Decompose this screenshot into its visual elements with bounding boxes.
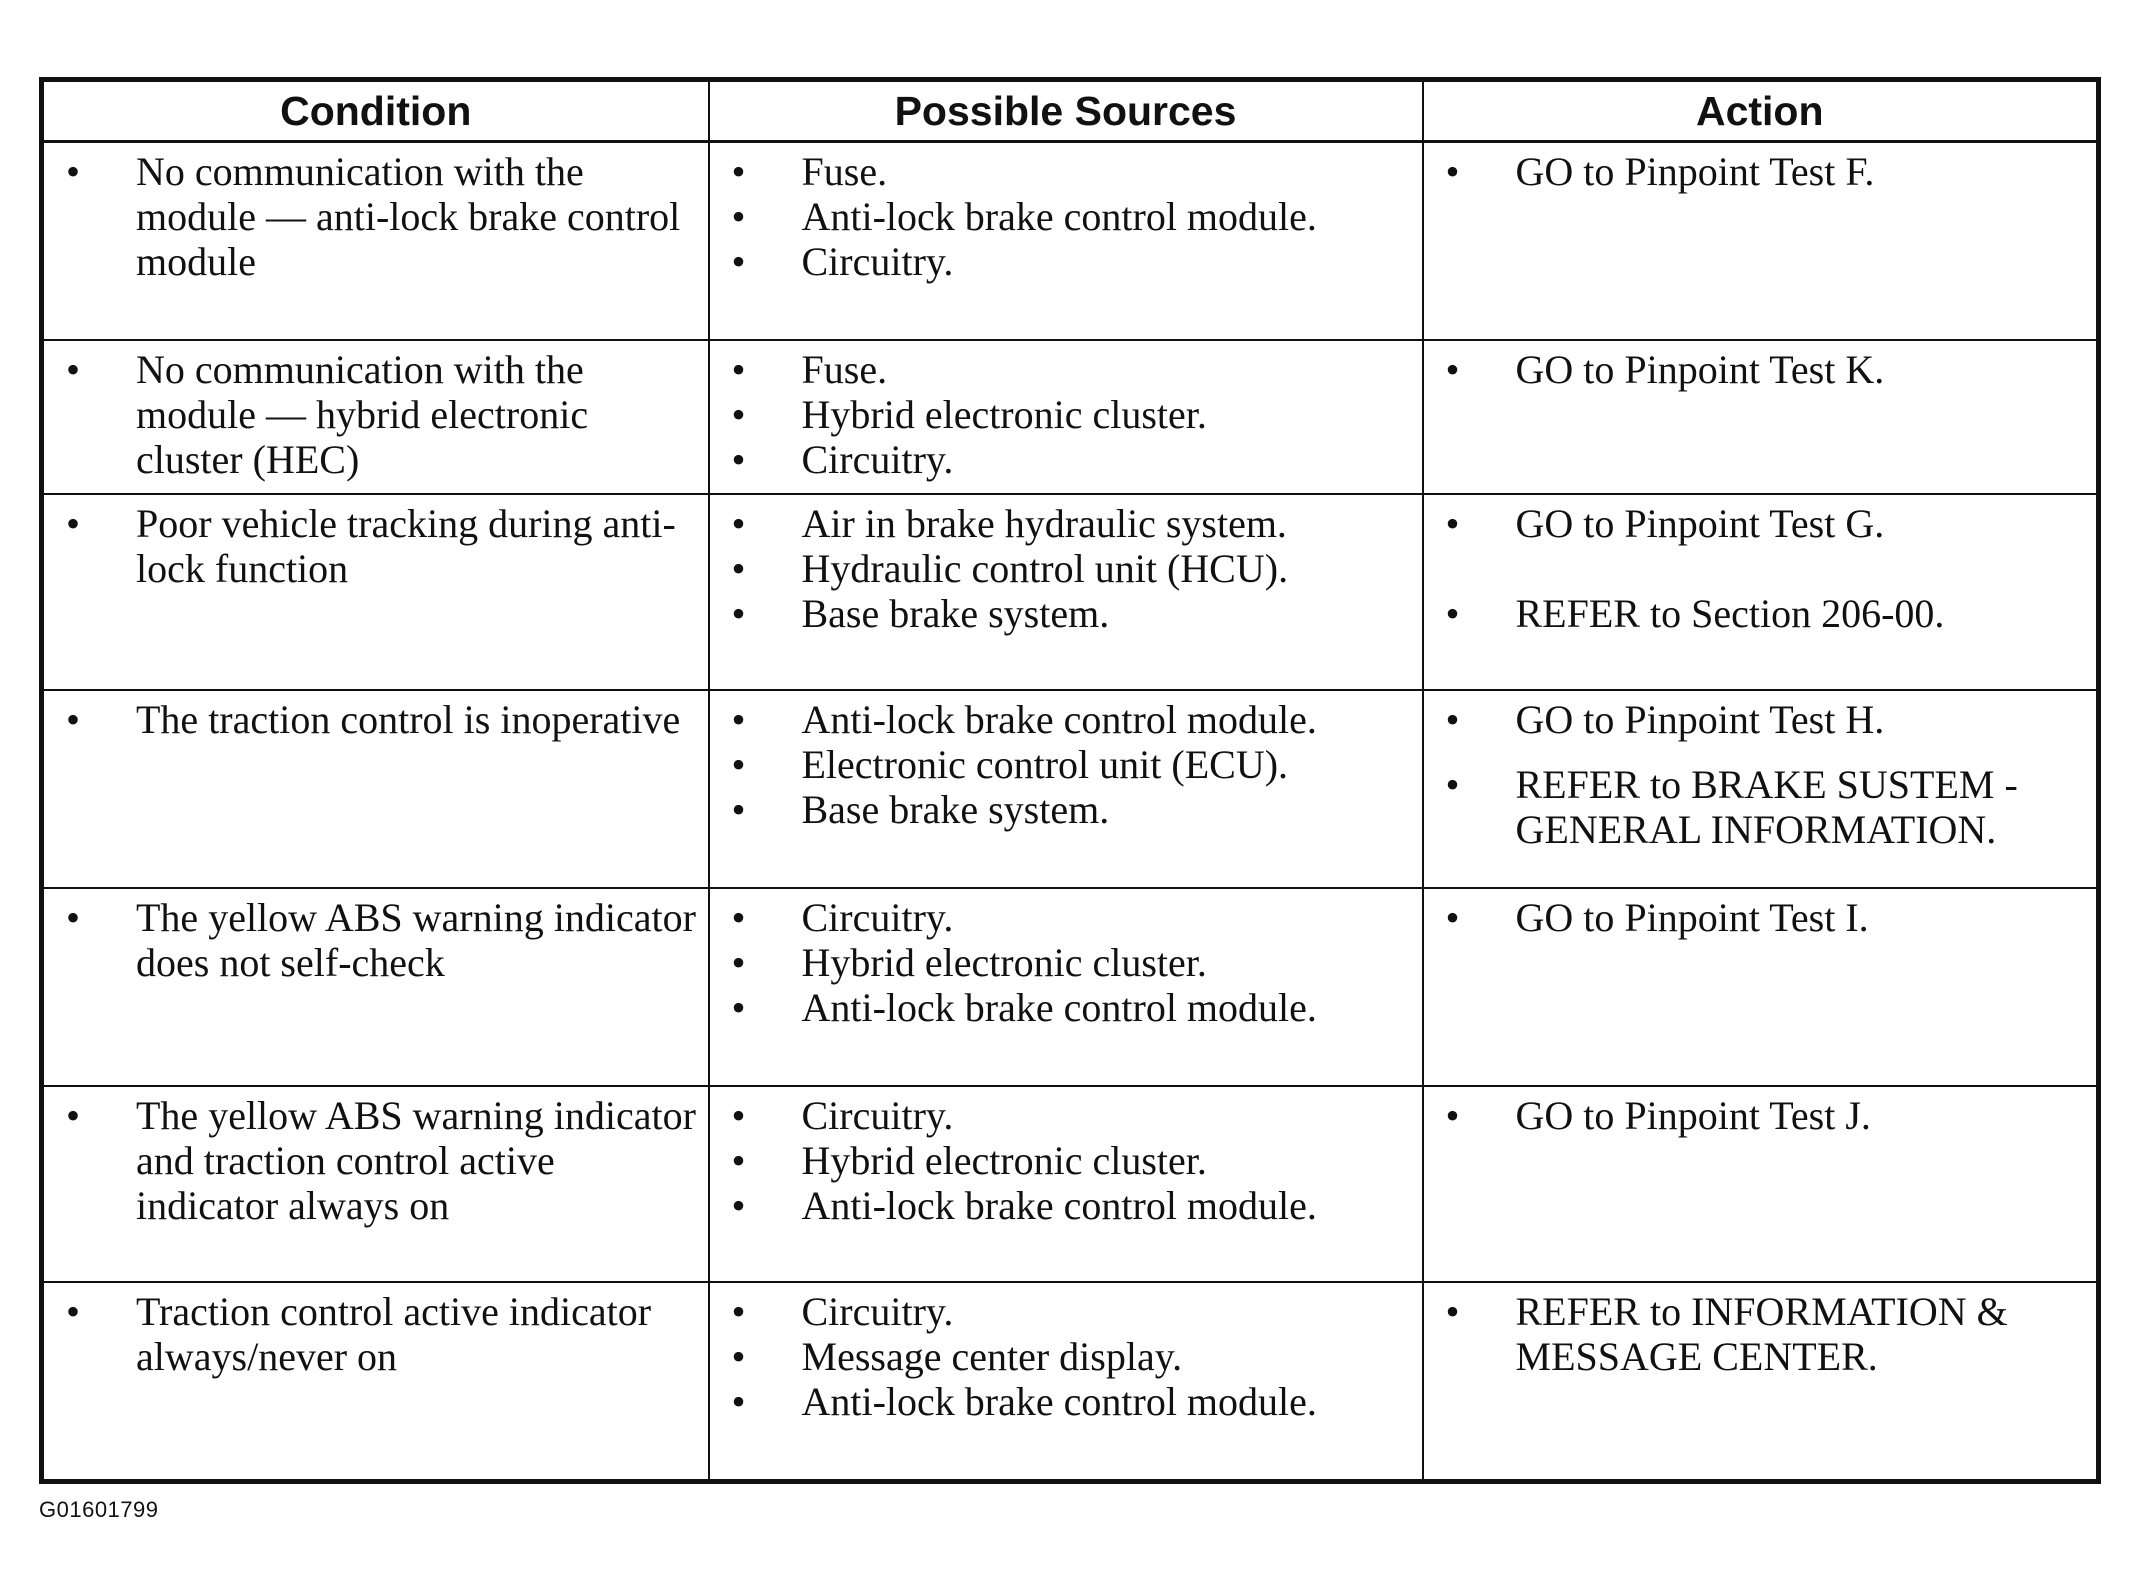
sources-cell	[709, 1282, 1423, 1482]
action-item: • GO to Pinpoint Test J.	[1446, 1093, 2087, 1138]
action-cell	[1423, 340, 2099, 494]
source-item: • Hybrid electronic cluster.	[732, 392, 1412, 437]
condition-cell	[42, 494, 709, 690]
table-row	[42, 690, 2099, 888]
source-item: • Circuitry.	[732, 437, 1412, 482]
source-item: • Circuitry.	[732, 239, 1412, 284]
sources-cell	[709, 1086, 1423, 1282]
source-item: • Message center display.	[732, 1334, 1412, 1379]
condition-text: • The yellow ABS warning indicator does not self-check	[66, 895, 698, 985]
action-item: • REFER to Section 206-00.	[1446, 591, 2087, 636]
action-item: • GO to Pinpoint Test I.	[1446, 895, 2087, 940]
symptom-chart-table	[39, 77, 2101, 1484]
condition-cell	[42, 690, 709, 888]
source-item: • Hybrid electronic cluster.	[732, 940, 1412, 985]
table-row	[42, 888, 2099, 1086]
table-row	[42, 340, 2099, 494]
condition-cell	[42, 142, 709, 341]
table-row	[42, 1282, 2099, 1482]
header-condition: Condition	[42, 80, 709, 142]
source-item: • Electronic control unit (ECU).	[732, 742, 1412, 787]
sources-cell	[709, 142, 1423, 341]
condition-text: • The yellow ABS warning indicator and traction control active indicator always on	[66, 1093, 698, 1228]
table-row	[42, 142, 2099, 341]
header-row	[42, 80, 2099, 142]
condition-cell	[42, 340, 709, 494]
action-item: • GO to Pinpoint Test H.	[1446, 697, 2087, 742]
action-cell	[1423, 142, 2099, 341]
table-row	[42, 1086, 2099, 1282]
condition-cell	[42, 888, 709, 1086]
header-action: Action	[1423, 80, 2099, 142]
sources-cell	[709, 888, 1423, 1086]
source-item: • Hydraulic control unit (HCU).	[732, 546, 1412, 591]
source-item: • Base brake system.	[732, 787, 1412, 832]
action-cell	[1423, 888, 2099, 1086]
condition-text: • Traction control active indicator always/never on	[66, 1289, 698, 1379]
sources-cell	[709, 494, 1423, 690]
source-item: • Circuitry.	[732, 1289, 1412, 1334]
condition-text: • The traction control is inoperative	[66, 697, 698, 742]
table-row	[42, 494, 2099, 690]
condition-text: • No communication with the module — hybrid electronic cluster (HEC)	[66, 347, 698, 482]
condition-text: • Poor vehicle tracking during anti-lock function	[66, 501, 698, 591]
figure-id-label: G01601799	[39, 1497, 159, 1522]
action-item: • REFER to BRAKE SUSTEM - GENERAL INFORMATION.	[1446, 762, 2087, 852]
source-item: • Circuitry.	[732, 895, 1412, 940]
source-item: • Anti-lock brake control module.	[732, 194, 1412, 239]
header-possible-sources: Possible Sources	[709, 80, 1423, 142]
source-item: • Base brake system.	[732, 591, 1412, 636]
sources-cell	[709, 690, 1423, 888]
source-item: • Anti-lock brake control module.	[732, 697, 1412, 742]
action-cell	[1423, 1282, 2099, 1482]
condition-cell	[42, 1282, 709, 1482]
action-cell	[1423, 494, 2099, 690]
action-item: • GO to Pinpoint Test K.	[1446, 347, 2087, 392]
condition-text: • No communication with the module — anti-lock brake control module	[66, 149, 698, 284]
action-cell	[1423, 1086, 2099, 1282]
action-item: • REFER to INFORMATION & MESSAGE CENTER.	[1446, 1289, 2087, 1379]
source-item: • Hybrid electronic cluster.	[732, 1138, 1412, 1183]
sources-cell	[709, 340, 1423, 494]
source-item: • Air in brake hydraulic system.	[732, 501, 1412, 546]
action-item: • GO to Pinpoint Test F.	[1446, 149, 2087, 194]
action-cell	[1423, 690, 2099, 888]
source-item: • Anti-lock brake control module.	[732, 985, 1412, 1030]
source-item: • Circuitry.	[732, 1093, 1412, 1138]
source-item: • Anti-lock brake control module.	[732, 1379, 1412, 1424]
condition-cell	[42, 1086, 709, 1282]
source-item: • Fuse.	[732, 347, 1412, 392]
action-item: • GO to Pinpoint Test G.	[1446, 501, 2087, 546]
source-item: • Anti-lock brake control module.	[732, 1183, 1412, 1228]
source-item: • Fuse.	[732, 149, 1412, 194]
